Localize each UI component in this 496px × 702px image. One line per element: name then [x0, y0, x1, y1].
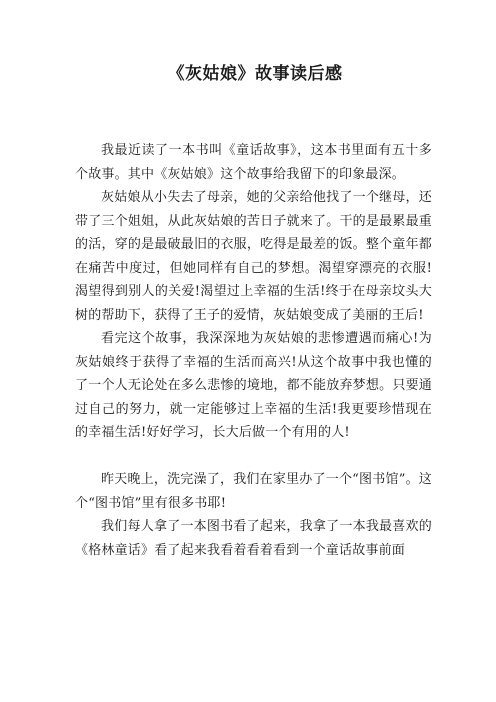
paragraph: 我们每人拿了一本图书看了起来，我拿了一本我最喜欢的《格林童话》看了起来我看着看着看到一个童话故事前面 — [75, 519, 432, 558]
document-body — [75, 139, 432, 562]
document-title: 《灰姑娘》故事读后感 — [167, 64, 343, 84]
paragraph: 灰姑娘从小失去了母亲，她的父亲给他找了一个继母，还带了三个姐姐，从此灰姑娘的苦日子就来了。干的是最累最重的活，穿的是最破最旧的衣服，吃得是最差的饭。整个童年都在痛苦中度过，但她同样有自己的梦想。渴望穿漂亮的衣服!渴望得到别人的关爱!渴望过上幸福的生活!终于在母亲坟头大树的帮助下，获得了王子的爱情，灰姑娘变成了美丽的王后! — [75, 190, 432, 323]
paragraph: 昨天晚上，洗完澡了，我们在家里办了一个“图书馆”。这个“图书馆”里有很多书耶! — [75, 472, 432, 511]
paragraph: 看完这个故事，我深深地为灰姑娘的悲惨遭遇而痛心!为灰姑娘终于获得了幸福的生活而高兴!从这个故事中我也懂的了一个人无论处在多么悲惨的境地，都不能放弃梦想。只要通过自己的努力，就一定能够过上幸福的生活!我更要珍惜现在的幸福生活!好好学习，长大后做一个有用的人! — [75, 331, 432, 440]
paragraph: 我最近读了一本书叫《童话故事》，这本书里面有五十多个故事。其中《灰姑娘》这个故事给我留下的印象最深。 — [75, 143, 432, 182]
